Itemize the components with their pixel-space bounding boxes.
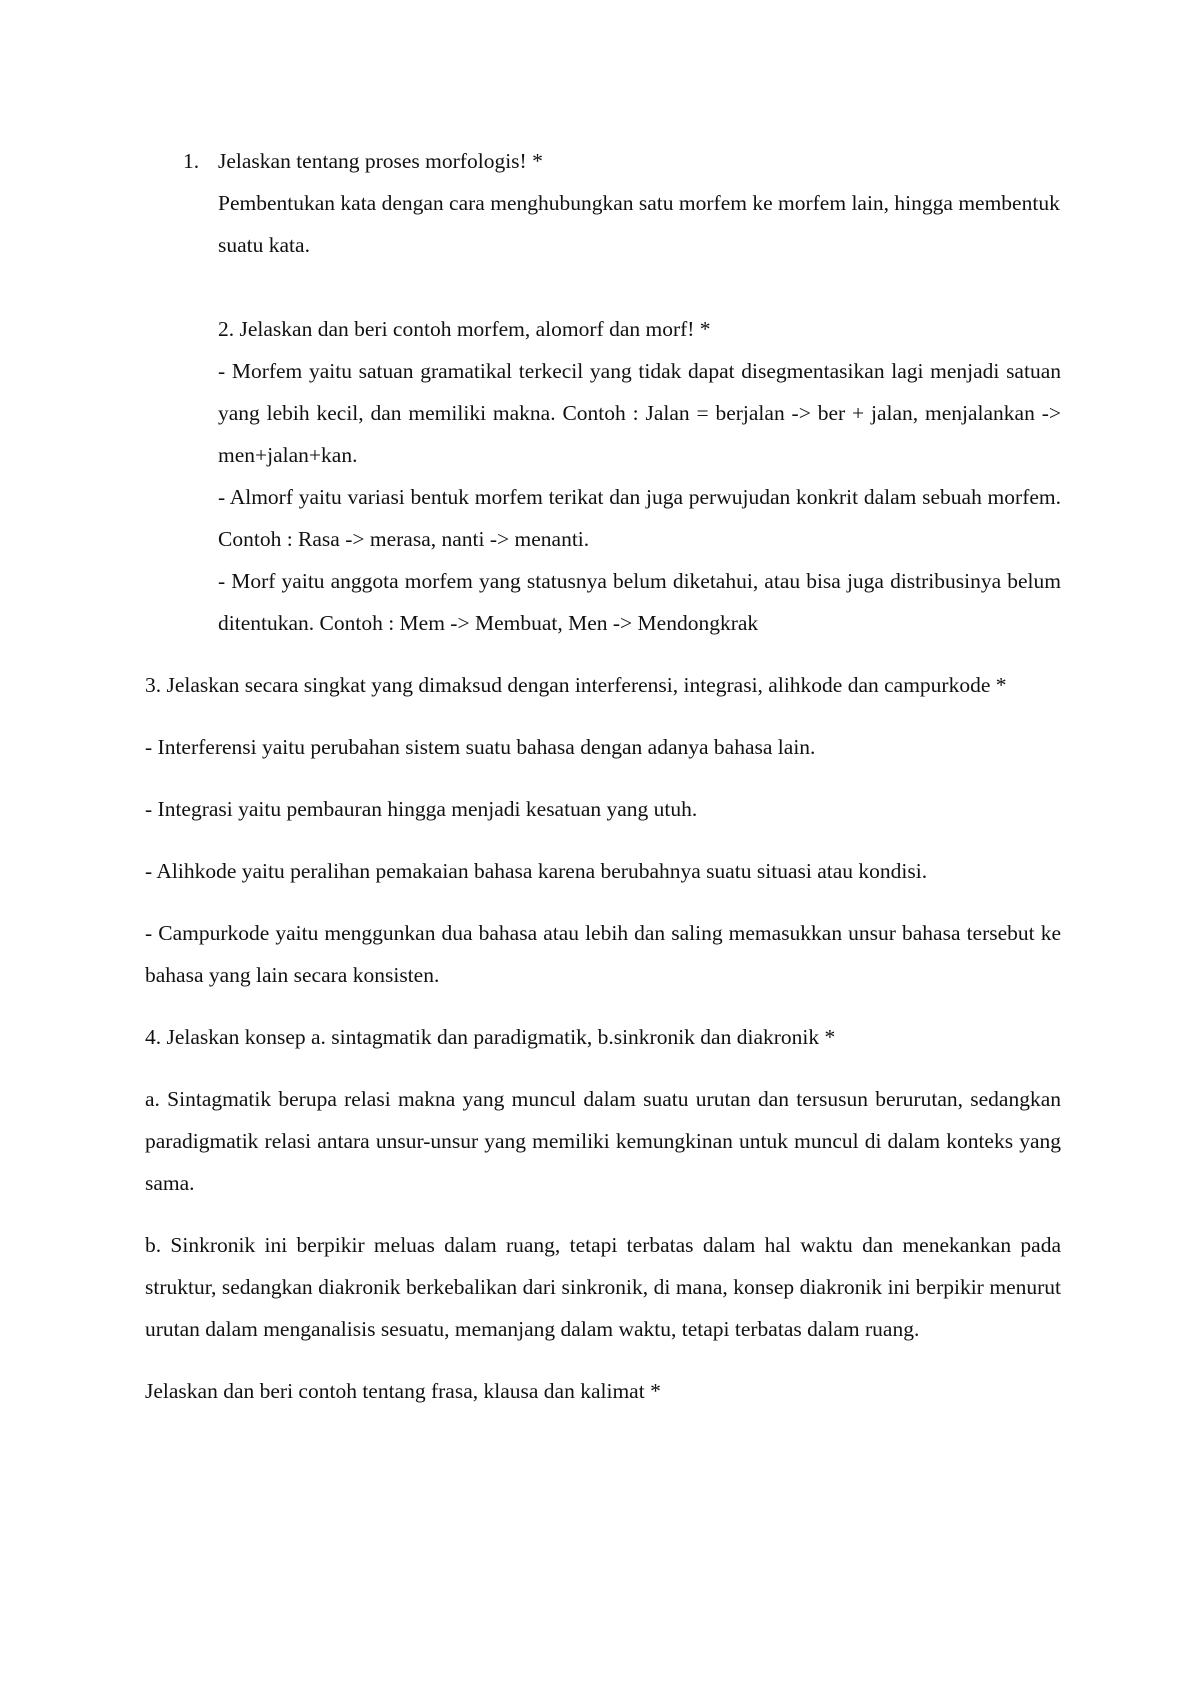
q3-answer-integrasi: - Integrasi yaitu pembauran hingga menjadi kesatuan yang utuh. (145, 797, 698, 821)
q3-question: 3. Jelaskan secara singkat yang dimaksud dengan interferensi, integrasi, alihkode dan campurkode * (145, 673, 1007, 697)
q1-answer: Pembentukan kata dengan cara menghubungkan satu morfem ke morfem lain, hingga membentuk suatu kata. (218, 191, 1060, 257)
q5-question: Jelaskan dan beri contoh tentang frasa, klausa dan kalimat * (145, 1379, 661, 1403)
q1-number: 1. (183, 149, 200, 173)
q1-question-text: Jelaskan tentang proses morfologis! * (218, 149, 543, 173)
q3-answer-campurkode: - Campurkode yaitu menggunkan dua bahasa atau lebih dan saling memasukkan unsur bahasa tersebut ke bahasa yang lain secara konsisten. (145, 921, 1061, 987)
q4-answer-b: b. Sinkronik ini berpikir meluas dalam ruang, tetapi terbatas dalam hal waktu dan menekankan pada struktur, sedangkan diakronik berkebalikan dari sinkronik, di mana, konsep diakronik ini berpikir menurut urutan dalam menganalisis sesuatu, memanjang dalam waktu, tetapi terbatas dalam ruang. (145, 1233, 1061, 1341)
q2-question: 2. Jelaskan dan beri contoh morfem, alomorf dan morf! * (218, 317, 711, 341)
q4-answer-a: a. Sintagmatik berupa relasi makna yang muncul dalam suatu urutan dan tersusun berurutan, sedangkan paradigmatik relasi antara unsur-unsur yang memiliki kemungkinan untuk muncul di dalam konteks yang sama. (145, 1087, 1061, 1195)
q1-question (145, 140, 1061, 182)
q2-answer-alomorf: - Almorf yaitu variasi bentuk morfem terikat dan juga perwujudan konkrit dalam sebuah morfem. Contoh : Rasa -> merasa, nanti -> menanti. (218, 485, 1061, 551)
q4-question: 4. Jelaskan konsep a. sintagmatik dan paradigmatik, b.sinkronik dan diakronik * (145, 1025, 836, 1049)
q2-answer-morfem: - Morfem yaitu satuan gramatikal terkecil yang tidak dapat disegmentasikan lagi menjadi satuan yang lebih kecil, dan memiliki makna. Contoh : Jalan = berjalan -> ber + jalan, menjalankan -> men+jalan+kan. (218, 359, 1061, 467)
q3-answer-interferensi: - Interferensi yaitu perubahan sistem suatu bahasa dengan adanya bahasa lain. (145, 735, 816, 759)
q2-answer-morf: - Morf yaitu anggota morfem yang statusnya belum diketahui, atau bisa juga distribusinya belum ditentukan. Contoh : Mem -> Membuat, Men -> Mendongkrak (218, 569, 1061, 635)
q3-answer-alihkode: - Alihkode yaitu peralihan pemakaian bahasa karena berubahnya suatu situasi atau kondisi. (145, 859, 928, 883)
document-body (145, 140, 1061, 1412)
